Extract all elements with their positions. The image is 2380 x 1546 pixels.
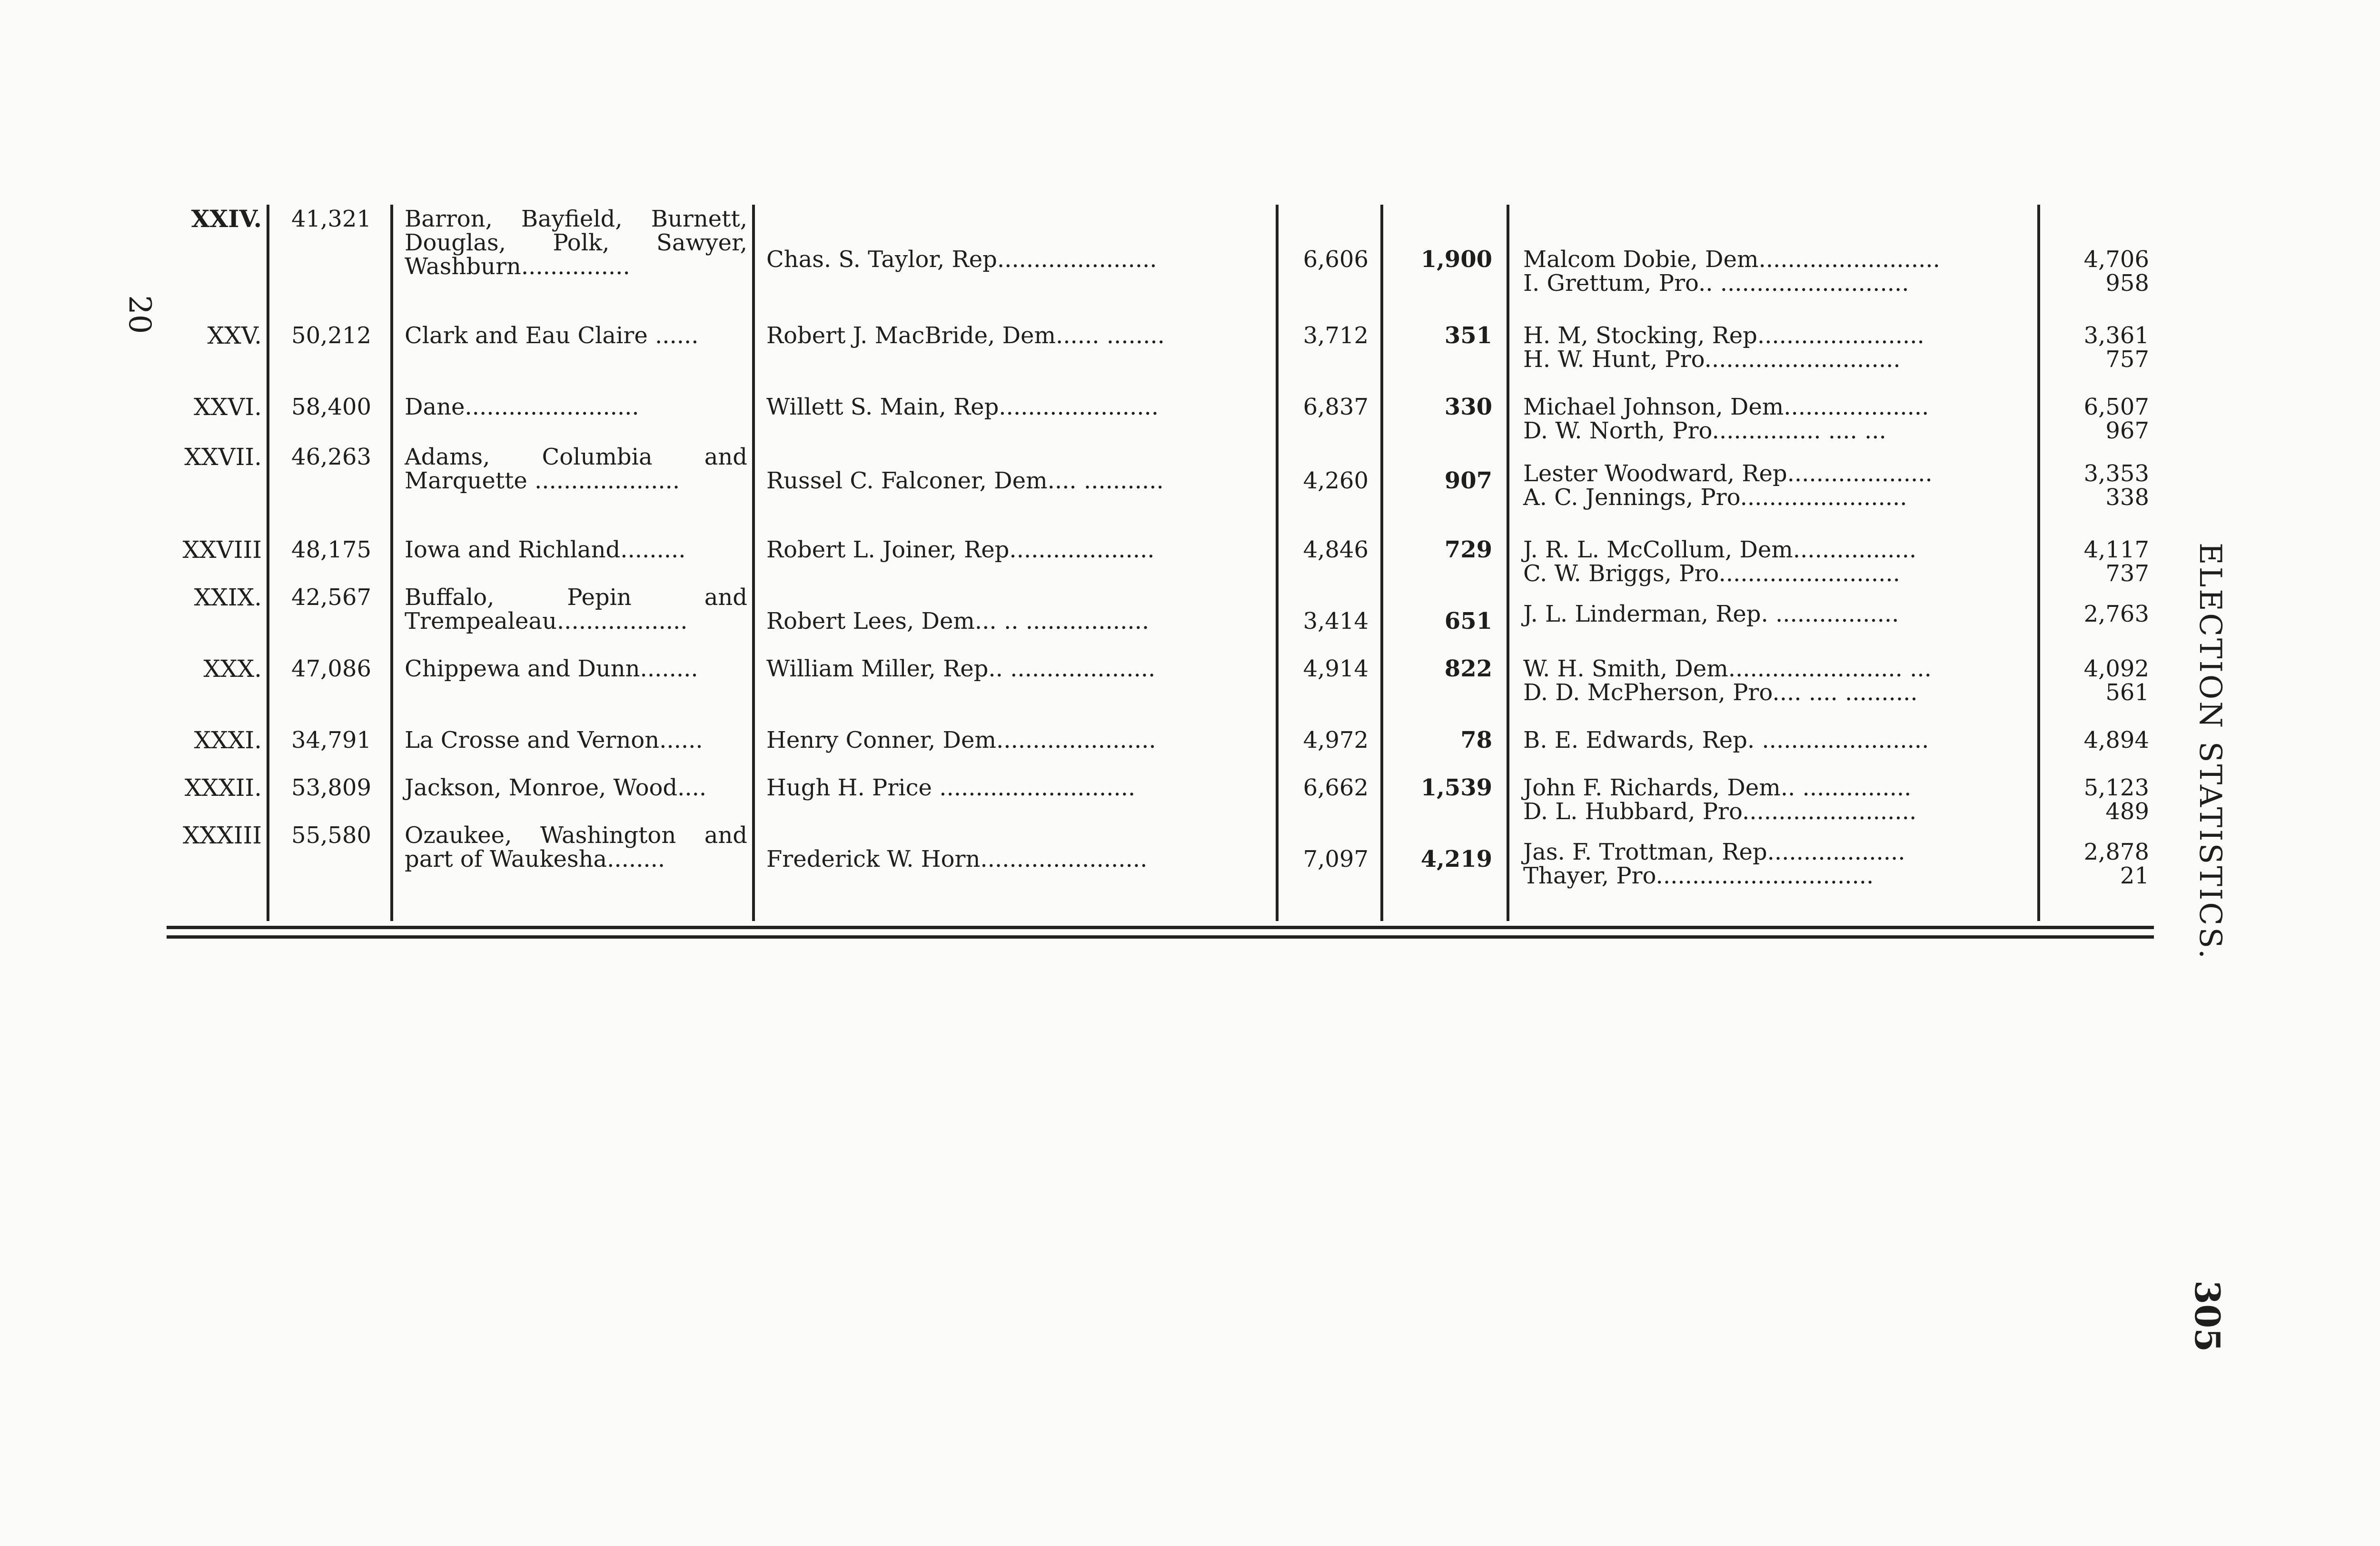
winning-candidate: Willett S. Main, Rep...................... bbox=[766, 394, 1159, 420]
opponent-candidate: Thayer, Pro.............................. bbox=[1523, 862, 1874, 889]
opponent-votes: 2,763 bbox=[2083, 601, 2149, 627]
plurality: 330 bbox=[1444, 394, 1492, 420]
winning-candidate: Robert J. MacBride, Dem...... ........ bbox=[766, 322, 1165, 349]
opponent-votes: 757 bbox=[2105, 346, 2149, 373]
opponent-candidate: D. D. McPherson, Pro.... .... .......... bbox=[1523, 679, 1918, 706]
population: 58,400 bbox=[291, 394, 371, 420]
winning-candidate: Robert Lees, Dem... .. ................. bbox=[766, 608, 1150, 634]
column-rule bbox=[752, 205, 755, 921]
district-numeral: XXVIII bbox=[182, 536, 262, 564]
counties: Iowa and Richland......... bbox=[405, 536, 686, 563]
column-rule bbox=[267, 205, 269, 921]
opponent-candidate: A. C. Jennings, Pro....................... bbox=[1523, 484, 1907, 511]
winner-votes: 4,914 bbox=[1303, 655, 1368, 682]
district-numeral: XXXIII bbox=[182, 822, 262, 849]
population: 46,263 bbox=[291, 444, 371, 470]
counties: Ozaukee, Washington and part of Waukesha........ bbox=[405, 822, 747, 872]
winner-votes: 7,097 bbox=[1303, 846, 1368, 872]
opponent-candidate: C. W. Briggs, Pro......................... bbox=[1523, 560, 1900, 587]
winner-votes: 4,972 bbox=[1303, 727, 1368, 753]
counties: Adams, Columbia and Marquette .................... bbox=[405, 444, 747, 494]
population: 50,212 bbox=[291, 322, 371, 349]
plurality: 78 bbox=[1460, 727, 1492, 753]
plurality: 651 bbox=[1444, 608, 1492, 634]
opponent-candidate: D. W. North, Pro............... .... ... bbox=[1523, 417, 1886, 444]
plurality: 729 bbox=[1444, 536, 1492, 563]
opponent-candidate: J. R. L. McCollum, Dem................. bbox=[1523, 536, 1917, 563]
district-numeral: XXVII. bbox=[184, 443, 262, 471]
plurality: 822 bbox=[1444, 655, 1492, 682]
winner-votes: 3,712 bbox=[1303, 322, 1368, 349]
plurality: 907 bbox=[1444, 467, 1492, 494]
opponent-votes: 4,117 bbox=[2083, 536, 2149, 563]
winning-candidate: William Miller, Rep.. .................... bbox=[766, 655, 1156, 682]
opponent-candidate: I. Grettum, Pro.. .......................... bbox=[1523, 270, 1909, 297]
signature-mark: 20 bbox=[122, 295, 157, 334]
district-numeral: XXXI. bbox=[194, 726, 262, 754]
opponent-candidate: H. M, Stocking, Rep....................... bbox=[1523, 322, 1924, 349]
winning-candidate: Russel C. Falconer, Dem.... ........... bbox=[766, 467, 1164, 494]
winning-candidate: Henry Conner, Dem...................... bbox=[766, 727, 1156, 753]
district-numeral: XXIX. bbox=[194, 584, 262, 611]
column-rule bbox=[1380, 205, 1383, 921]
column-rule bbox=[1507, 205, 1509, 921]
opponent-votes: 6,507 bbox=[2083, 394, 2149, 420]
opponent-candidate: John F. Richards, Dem.. ............... bbox=[1523, 774, 1912, 801]
opponent-candidate: Lester Woodward, Rep.................... bbox=[1523, 460, 1933, 487]
counties: Buffalo, Pepin and Trempealeau.................. bbox=[405, 584, 747, 634]
winning-candidate: Frederick W. Horn....................... bbox=[766, 846, 1148, 872]
opponent-votes: 561 bbox=[2105, 679, 2149, 706]
district-numeral: XXV. bbox=[207, 322, 262, 349]
opponent-candidate: Malcom Dobie, Dem......................... bbox=[1523, 246, 1940, 273]
winner-votes: 6,606 bbox=[1303, 246, 1368, 273]
winner-votes: 3,414 bbox=[1303, 608, 1368, 634]
plurality: 4,219 bbox=[1420, 846, 1492, 872]
population: 34,791 bbox=[291, 727, 371, 753]
plurality: 1,900 bbox=[1420, 246, 1492, 273]
page-number: 305 bbox=[2187, 1280, 2228, 1352]
opponent-votes: 4,092 bbox=[2083, 655, 2149, 682]
opponent-candidate: W. H. Smith, Dem........................ ... bbox=[1523, 655, 1932, 682]
plurality: 1,539 bbox=[1420, 774, 1492, 801]
opponent-votes: 737 bbox=[2105, 560, 2149, 587]
opponent-votes: 2,878 bbox=[2083, 839, 2149, 865]
opponent-candidate: J. L. Linderman, Rep. ................. bbox=[1523, 601, 1899, 627]
district-numeral: XXX. bbox=[203, 655, 262, 683]
winning-candidate: Hugh H. Price ........................... bbox=[766, 774, 1136, 801]
counties: Clark and Eau Claire ...... bbox=[405, 322, 699, 349]
opponent-votes: 958 bbox=[2105, 270, 2149, 297]
winner-votes: 4,260 bbox=[1303, 467, 1368, 494]
column-rule bbox=[390, 205, 393, 921]
winner-votes: 6,837 bbox=[1303, 394, 1368, 420]
opponent-votes: 338 bbox=[2105, 484, 2149, 511]
opponent-votes: 5,123 bbox=[2083, 774, 2149, 801]
column-rule bbox=[2037, 205, 2040, 921]
counties: Dane........................ bbox=[405, 394, 639, 420]
population: 41,321 bbox=[291, 206, 371, 232]
winner-votes: 6,662 bbox=[1303, 774, 1368, 801]
district-numeral: XXIV. bbox=[191, 205, 262, 233]
plurality: 351 bbox=[1444, 322, 1492, 349]
opponent-votes: 3,361 bbox=[2083, 322, 2149, 349]
column-rule bbox=[1276, 205, 1279, 921]
counties: Jackson, Monroe, Wood.... bbox=[405, 774, 707, 801]
opponent-votes: 4,706 bbox=[2083, 246, 2149, 273]
counties: Barron, Bayfield, Burnett, Douglas, Polk, Sawyer, Washburn............... bbox=[405, 206, 747, 280]
opponent-candidate: Michael Johnson, Dem.................... bbox=[1523, 394, 1929, 420]
table-bottom-rule bbox=[167, 926, 2154, 929]
population: 55,580 bbox=[291, 822, 371, 849]
counties: Chippewa and Dunn........ bbox=[405, 655, 698, 682]
opponent-candidate: H. W. Hunt, Pro........................... bbox=[1523, 346, 1901, 373]
opponent-votes: 3,353 bbox=[2083, 460, 2149, 487]
opponent-votes: 4,894 bbox=[2083, 727, 2149, 753]
running-title: ELECTION STATISTICS. bbox=[2192, 543, 2228, 961]
counties: La Crosse and Vernon...... bbox=[405, 727, 703, 753]
winner-votes: 4,846 bbox=[1303, 536, 1368, 563]
opponent-candidate: Jas. F. Trottman, Rep................... bbox=[1523, 839, 1905, 865]
opponent-candidate: D. L. Hubbard, Pro........................ bbox=[1523, 798, 1917, 825]
opponent-votes: 489 bbox=[2105, 798, 2149, 825]
district-numeral: XXVI. bbox=[194, 393, 262, 421]
winning-candidate: Robert L. Joiner, Rep.................... bbox=[766, 536, 1155, 563]
opponent-votes: 967 bbox=[2105, 417, 2149, 444]
opponent-votes: 21 bbox=[2120, 862, 2149, 889]
population: 42,567 bbox=[291, 584, 371, 611]
opponent-candidate: B. E. Edwards, Rep. ....................... bbox=[1523, 727, 1929, 753]
district-numeral: XXXII. bbox=[184, 774, 262, 802]
population: 47,086 bbox=[291, 655, 371, 682]
population: 53,809 bbox=[291, 774, 371, 801]
winning-candidate: Chas. S. Taylor, Rep...................... bbox=[766, 246, 1157, 273]
table-bottom-rule bbox=[167, 935, 2154, 939]
population: 48,175 bbox=[291, 536, 371, 563]
